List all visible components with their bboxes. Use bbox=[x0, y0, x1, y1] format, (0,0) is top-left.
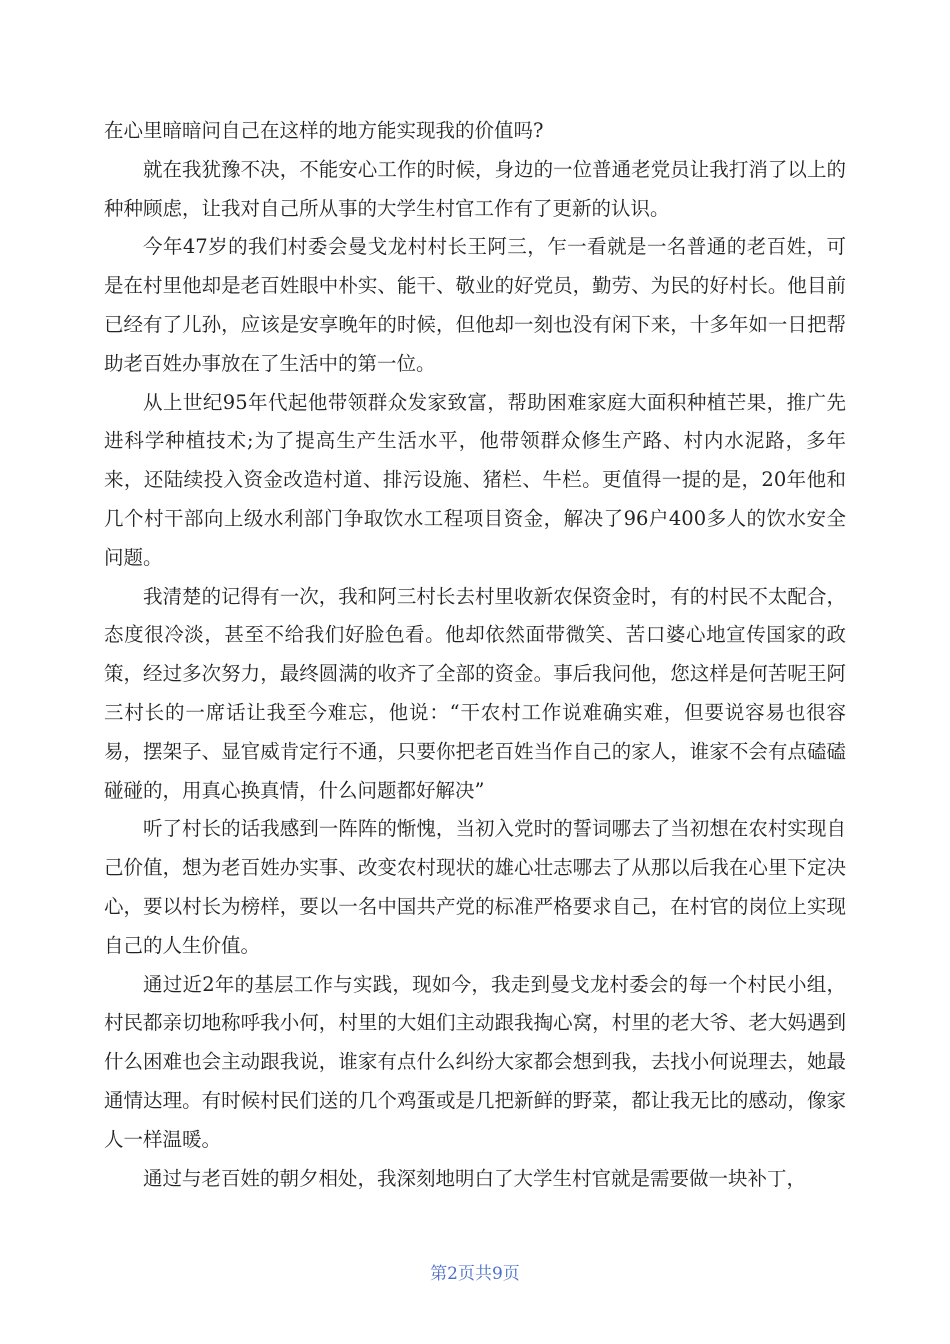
page-number-footer: 第2页共9页 bbox=[430, 1264, 520, 1284]
paragraph-6: 听了村长的话我感到一阵阵的惭愧，当初入党时的誓词哪去了当初想在农村实现自己价值，想为老百姓办实事、改变农村现状的雄心壮志哪去了从那以后我在心里下定决心，要以村长为榜样，要以一名中国共产党的标准严格要求自己，在村官的岗位上实现自己的人生价值。 bbox=[104, 817, 846, 957]
paragraph-7: 通过近2年的基层工作与实践，现如今，我走到曼戈龙村委会的每一个村民小组，村民都亲切地称呼我小何，村里的大姐们主动跟我掏心窝，村里的老大爷、老大妈遇到什么困难也会主动跟我说，谁家有点什么纠纷大家都会想到我，去找小何说理去，她最通情达理。有时候村民们送的几个鸡蛋或是几把新鲜的野菜，都让我无比的感动，像家人一样温暖。 bbox=[104, 972, 846, 1151]
paragraph-5: 我清楚的记得有一次，我和阿三村长去村里收新农保资金时，有的村民不太配合，态度很冷淡，甚至不给我们好脸色看。他却依然面带微笑、苦口婆心地宣传国家的政策，经过多次努力，最终圆满的收齐了全部的资金。事后我问他，您这样是何苦呢王阿三村长的一席话让我至今难忘，他说：“干农村工作说难确实难，但要说容易也很容易，摆架子、显官威肯定行不通，只要你把老百姓当作自己的家人，谁家不会有点磕磕碰碰的，用真心换真情，什么问题都好解决” bbox=[104, 584, 846, 802]
paragraph-3: 今年47岁的我们村委会曼戈龙村村长王阿三，乍一看就是一名普通的老百姓，可是在村里他却是老百姓眼中朴实、能干、敬业的好党员，勤劳、为民的好村长。他目前已经有了儿孙，应该是安享晚年的时候，但他却一刻也没有闲下来，十多年如一日把帮助老百姓办事放在了生活中的第一位。 bbox=[104, 235, 846, 375]
paragraph-8: 通过与老百姓的朝夕相处，我深刻地明白了大学生村官就是需要做一块补丁， bbox=[143, 1166, 807, 1190]
document-body bbox=[104, 112, 846, 1198]
paragraph-1: 在心里暗暗问自己在这样的地方能实现我的价值吗? bbox=[104, 119, 544, 142]
paragraph-4: 从上世纪95年代起他带领群众发家致富，帮助困难家庭大面积种植芒果，推广先进科学种植技术;为了提高生产生活水平，他带领群众修生产路、村内水泥路，多年来，还陆续投入资金改造村道、排污设施、猪栏、牛栏。更值得一提的是，20年他和几个村干部向上级水利部门争取饮水工程项目资金，解决了96户400多人的饮水安全问题。 bbox=[104, 390, 846, 569]
paragraph-2: 就在我犹豫不决，不能安心工作的时候，身边的一位普通老党员让我打消了以上的种种顾虑，让我对自己所从事的大学生村官工作有了更新的认识。 bbox=[104, 157, 846, 220]
